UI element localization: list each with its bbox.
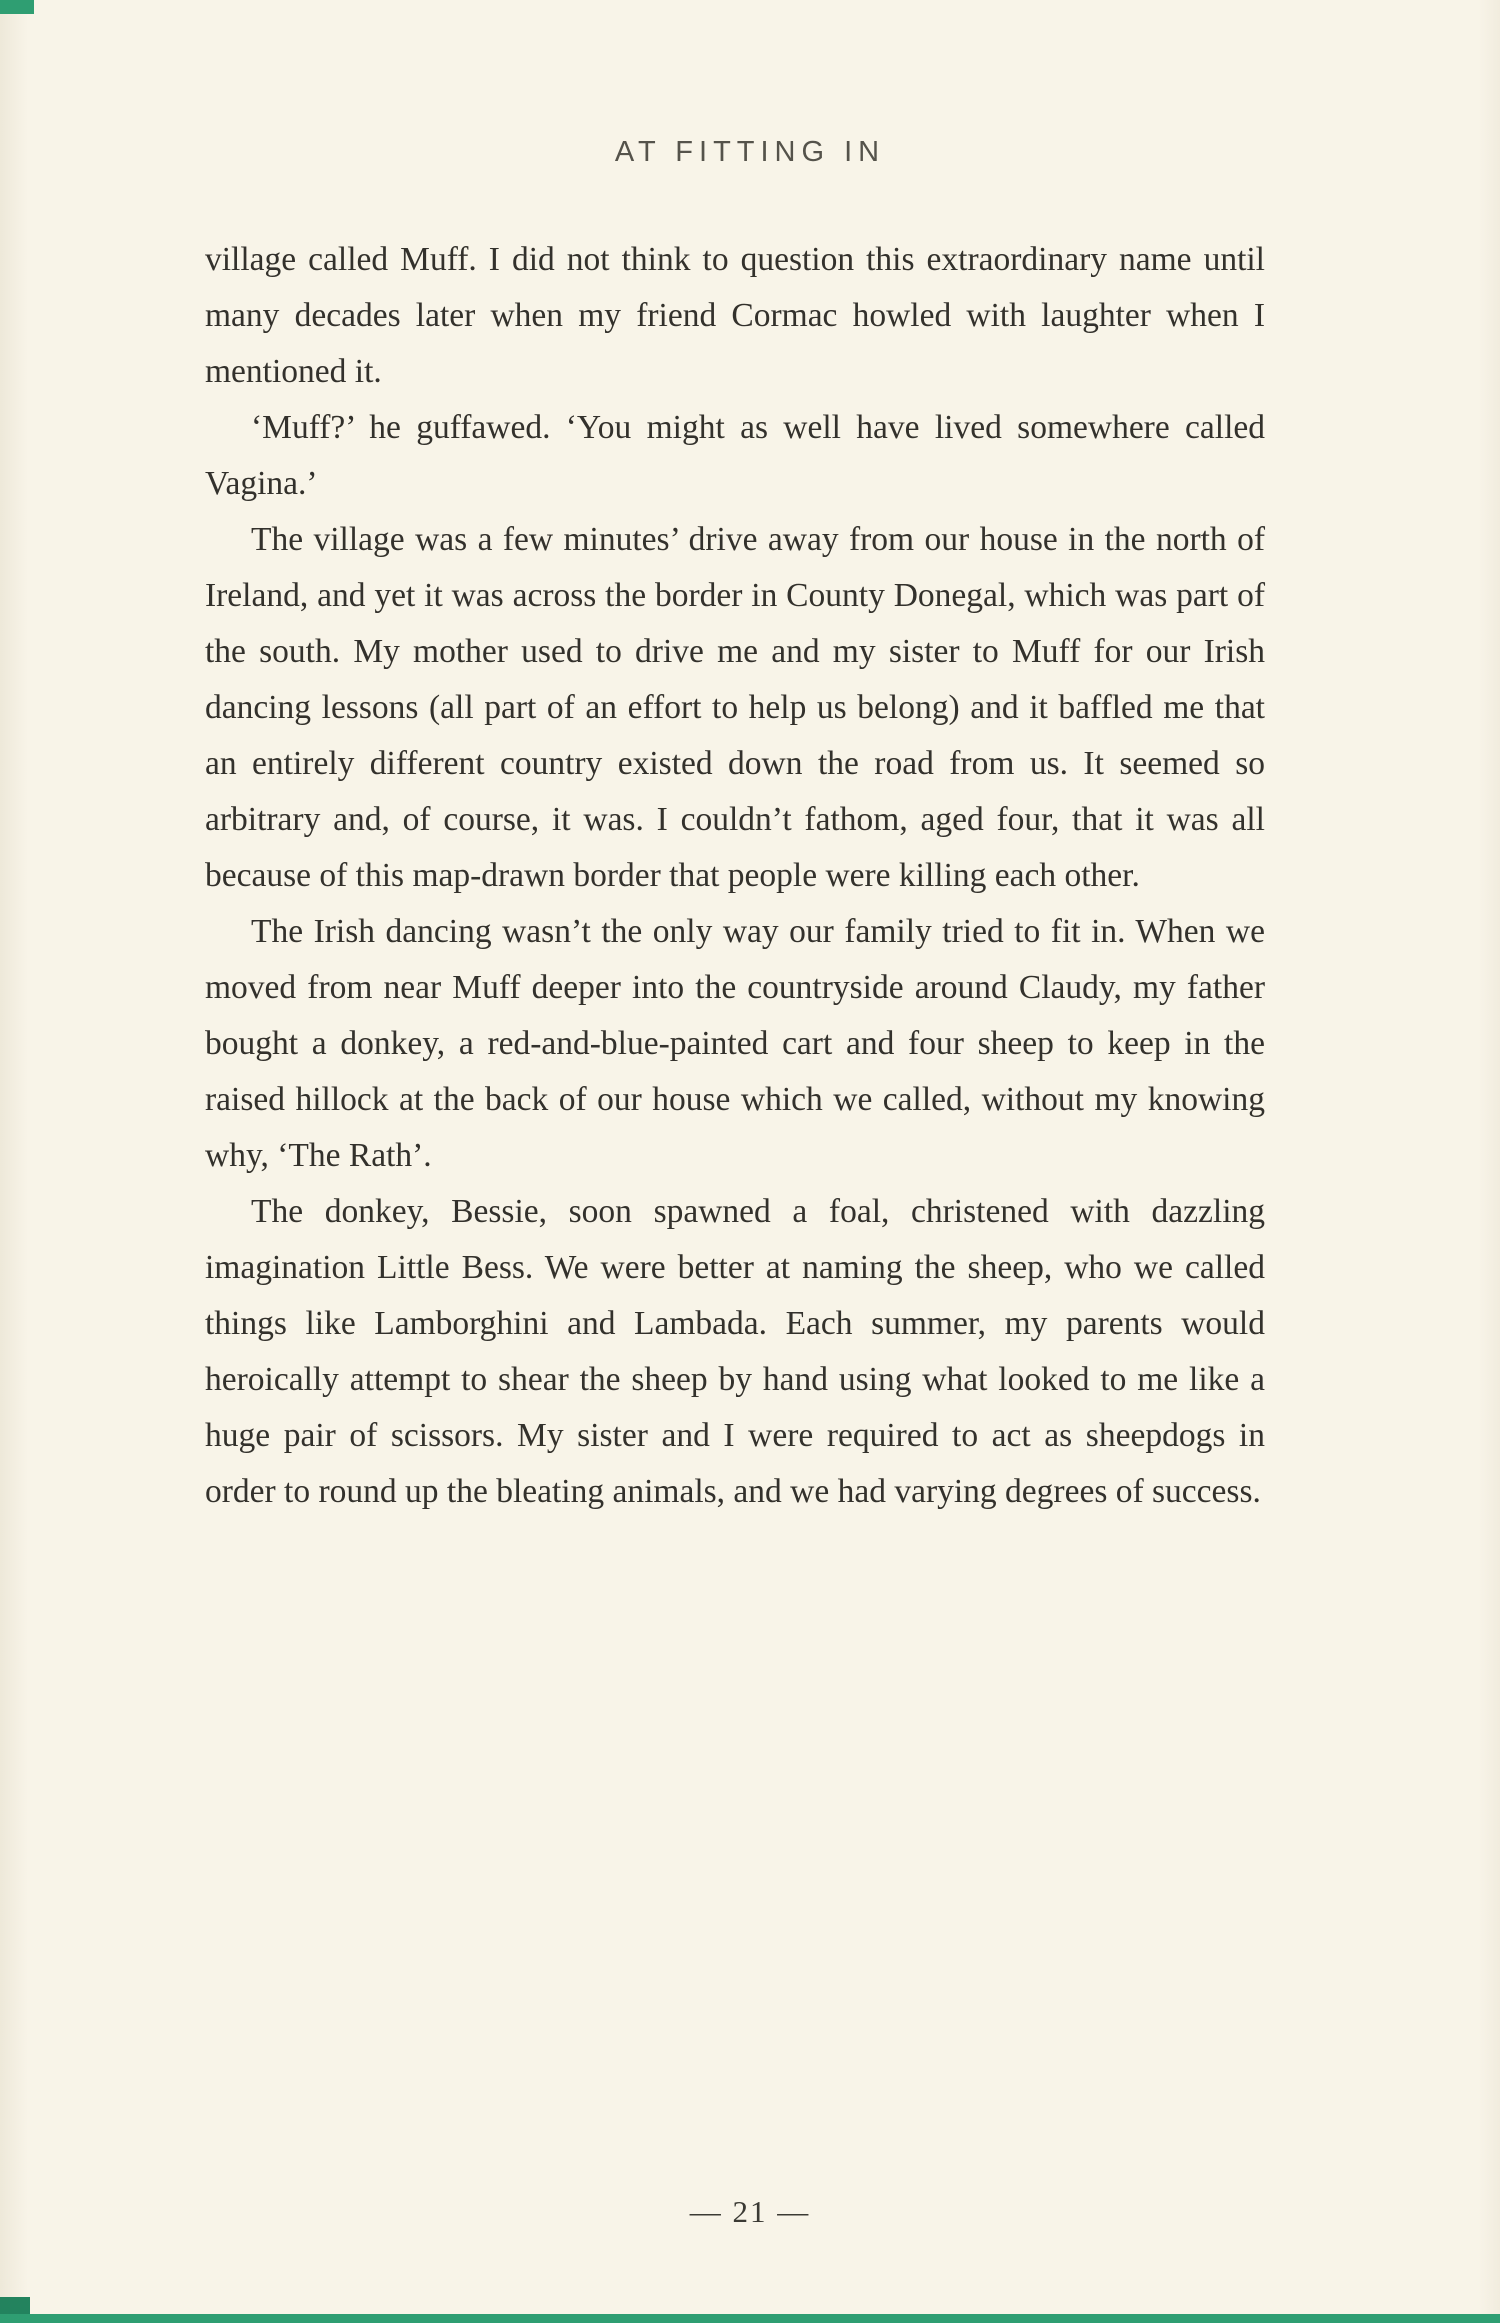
paragraph: The donkey, Bessie, soon spawned a foal, christened with dazzling imagination Little Bess. We were better at naming the sheep, who we called things like Lamborghini and Lambada. Each summer, my parents would heroically attempt to shear the sheep by hand using what looked to me like a huge pair of scissors. My sister and I were required to act as sheepdogs in order to round up the bleating animals, and we had varying degrees of success. (205, 1193, 1265, 1510)
paragraph: The Irish dancing wasn’t the only way our family tried to fit in. When we moved from near Muff deeper into the countryside around Claudy, my father bought a donkey, a red-and-blue-painted cart and four sheep to keep in the raised hillock at the back of our house which we called, without my knowing why, ‘The Rath’. (205, 913, 1265, 1174)
paragraph: The village was a few minutes’ drive away from our house in the north of Ireland, and yet it was across the border in County Donegal, which was part of the south. My mother used to drive me and my sister to Muff for our Irish dancing lessons (all part of an effort to help us belong) and it baffled me that an entirely different country existed down the road from us. It seemed so arbitrary and, of course, it was. I couldn’t fathom, aged four, that it was all because of this map-drawn border that people were killing each other. (205, 521, 1265, 894)
cover-edge-bottom (0, 2314, 1500, 2323)
cover-edge-top-left (0, 0, 34, 14)
body-text (205, 232, 1265, 1520)
page-number: — 21 — (689, 2194, 811, 2229)
running-head: AT FITTING IN (614, 136, 886, 168)
paragraph: village called Muff. I did not think to question this extraordinary name until many decades later when my friend Cormac howled with laughter when I mentioned it. (205, 241, 1265, 390)
paragraph: ‘Muff?’ he guffawed. ‘You might as well have lived somewhere called Vagina.’ (205, 409, 1265, 502)
